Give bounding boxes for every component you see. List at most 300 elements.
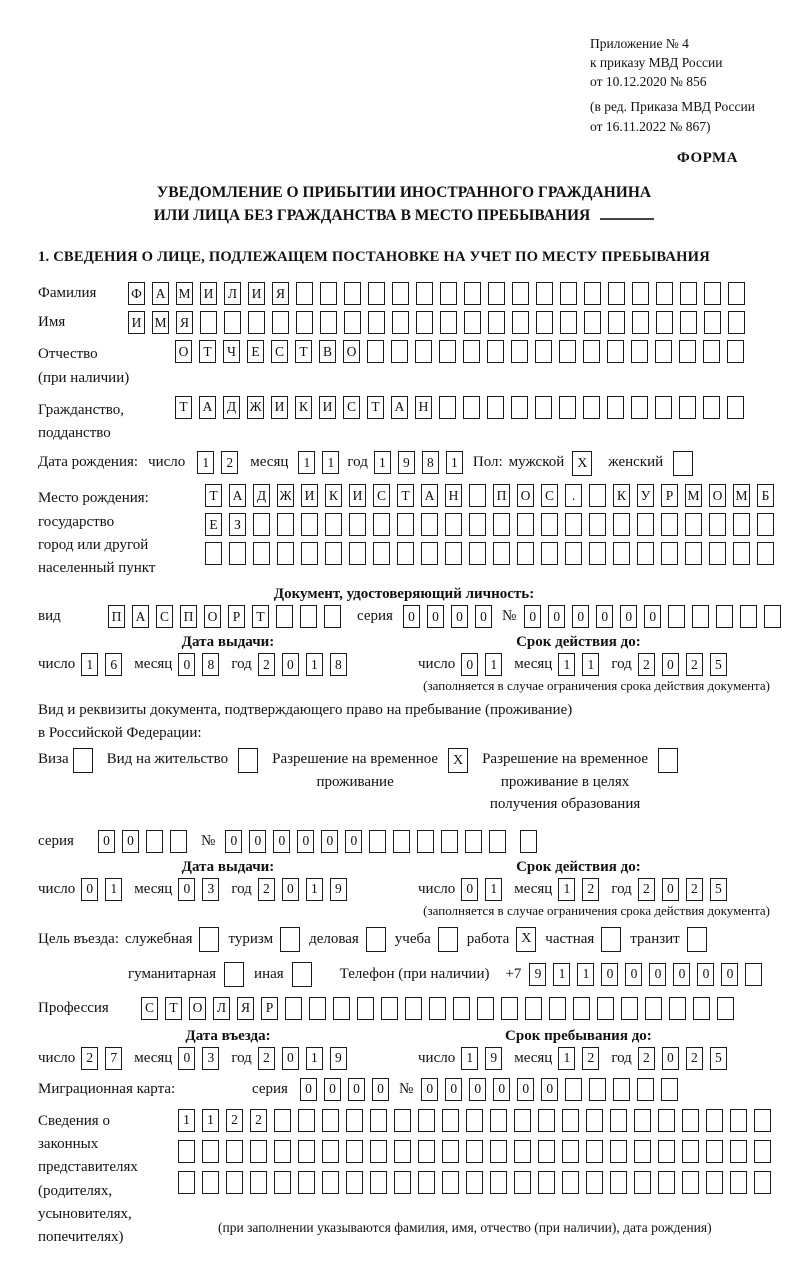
char-cell[interactable] [418, 1109, 435, 1132]
char-cell[interactable] [501, 997, 518, 1020]
char-cell[interactable] [740, 605, 757, 628]
char-cell[interactable] [381, 997, 398, 1020]
char-cell[interactable]: 0 [403, 605, 420, 628]
char-cell[interactable]: Я [272, 282, 289, 305]
char-cell[interactable] [680, 282, 697, 305]
char-cell[interactable] [730, 1140, 747, 1163]
char-cell[interactable] [349, 513, 366, 536]
char-cell[interactable]: 2 [638, 878, 655, 901]
char-cell[interactable] [298, 1171, 315, 1194]
char-cell[interactable]: И [301, 484, 318, 507]
char-cell[interactable] [397, 542, 414, 565]
char-cell[interactable]: М [176, 282, 193, 305]
char-cell[interactable] [417, 830, 434, 853]
char-cell[interactable]: 1 [306, 878, 323, 901]
char-cell[interactable] [170, 830, 187, 853]
char-cell[interactable] [679, 340, 696, 363]
char-cell[interactable] [655, 396, 672, 419]
char-cell[interactable] [621, 997, 638, 1020]
char-cell[interactable]: 0 [673, 963, 690, 986]
char-cell[interactable] [344, 282, 361, 305]
char-cell[interactable]: 1 [178, 1109, 195, 1132]
char-cell[interactable] [253, 513, 270, 536]
char-cell[interactable]: 0 [596, 605, 613, 628]
char-cell[interactable] [429, 997, 446, 1020]
char-cell[interactable] [613, 1078, 630, 1101]
char-cell[interactable]: 1 [322, 451, 339, 474]
char-cell[interactable] [517, 513, 534, 536]
char-cell[interactable] [439, 340, 456, 363]
char-cell[interactable] [535, 396, 552, 419]
char-cell[interactable]: 0 [249, 830, 266, 853]
char-cell[interactable] [349, 542, 366, 565]
char-cell[interactable]: Я [237, 997, 254, 1020]
char-cell[interactable] [440, 282, 457, 305]
char-cell[interactable]: А [152, 282, 169, 305]
char-cell[interactable]: Т [165, 997, 182, 1020]
char-cell[interactable] [178, 1140, 195, 1163]
char-cell[interactable] [757, 542, 774, 565]
char-cell[interactable]: 0 [625, 963, 642, 986]
char-cell[interactable] [754, 1109, 771, 1132]
char-cell[interactable] [634, 1140, 651, 1163]
purpose-official-checkbox[interactable] [199, 927, 219, 952]
char-cell[interactable]: А [199, 396, 216, 419]
char-cell[interactable] [333, 997, 350, 1020]
char-cell[interactable] [565, 513, 582, 536]
char-cell[interactable] [322, 1171, 339, 1194]
char-cell[interactable] [488, 282, 505, 305]
char-cell[interactable] [517, 542, 534, 565]
char-cell[interactable] [560, 282, 577, 305]
char-cell[interactable] [253, 542, 270, 565]
purpose-private-checkbox[interactable] [601, 927, 621, 952]
char-cell[interactable] [277, 542, 294, 565]
char-cell[interactable] [445, 513, 462, 536]
char-cell[interactable]: 0 [178, 878, 195, 901]
char-cell[interactable] [146, 830, 163, 853]
char-cell[interactable]: 0 [324, 1078, 341, 1101]
char-cell[interactable]: 0 [649, 963, 666, 986]
char-cell[interactable] [250, 1171, 267, 1194]
char-cell[interactable] [469, 484, 486, 507]
char-cell[interactable]: Я [176, 311, 193, 334]
char-cell[interactable] [560, 311, 577, 334]
char-cell[interactable]: Т [252, 605, 269, 628]
char-cell[interactable]: 0 [548, 605, 565, 628]
char-cell[interactable]: 0 [620, 605, 637, 628]
char-cell[interactable] [733, 542, 750, 565]
char-cell[interactable] [511, 340, 528, 363]
purpose-business-checkbox[interactable] [366, 927, 386, 952]
char-cell[interactable]: 0 [297, 830, 314, 853]
char-cell[interactable]: 0 [662, 653, 679, 676]
char-cell[interactable] [490, 1109, 507, 1132]
char-cell[interactable] [709, 513, 726, 536]
char-cell[interactable] [682, 1140, 699, 1163]
char-cell[interactable]: 8 [422, 451, 439, 474]
char-cell[interactable]: К [295, 396, 312, 419]
char-cell[interactable] [632, 282, 649, 305]
temp-residence-checkbox[interactable]: X [448, 748, 468, 773]
char-cell[interactable] [453, 997, 470, 1020]
char-cell[interactable] [418, 1171, 435, 1194]
char-cell[interactable] [656, 311, 673, 334]
char-cell[interactable]: 1 [374, 451, 391, 474]
char-cell[interactable] [589, 513, 606, 536]
char-cell[interactable] [464, 282, 481, 305]
char-cell[interactable] [682, 1109, 699, 1132]
char-cell[interactable]: Д [223, 396, 240, 419]
char-cell[interactable] [679, 396, 696, 419]
char-cell[interactable] [477, 997, 494, 1020]
char-cell[interactable]: 0 [345, 830, 362, 853]
char-cell[interactable] [584, 311, 601, 334]
char-cell[interactable]: 0 [321, 830, 338, 853]
char-cell[interactable]: 0 [461, 653, 478, 676]
char-cell[interactable] [248, 311, 265, 334]
char-cell[interactable]: У [637, 484, 654, 507]
char-cell[interactable] [392, 311, 409, 334]
char-cell[interactable]: С [156, 605, 173, 628]
char-cell[interactable] [727, 340, 744, 363]
char-cell[interactable]: 0 [662, 878, 679, 901]
char-cell[interactable] [754, 1171, 771, 1194]
char-cell[interactable] [416, 311, 433, 334]
char-cell[interactable] [346, 1140, 363, 1163]
char-cell[interactable]: И [248, 282, 265, 305]
char-cell[interactable] [730, 1109, 747, 1132]
char-cell[interactable] [200, 311, 217, 334]
char-cell[interactable] [441, 830, 458, 853]
char-cell[interactable]: 6 [105, 653, 122, 676]
char-cell[interactable] [368, 311, 385, 334]
char-cell[interactable] [490, 1171, 507, 1194]
char-cell[interactable] [631, 340, 648, 363]
char-cell[interactable]: 9 [398, 451, 415, 474]
char-cell[interactable] [586, 1109, 603, 1132]
char-cell[interactable] [717, 997, 734, 1020]
char-cell[interactable]: С [373, 484, 390, 507]
char-cell[interactable] [487, 340, 504, 363]
char-cell[interactable]: 0 [541, 1078, 558, 1101]
char-cell[interactable] [525, 997, 542, 1020]
char-cell[interactable]: 0 [98, 830, 115, 853]
char-cell[interactable] [298, 1109, 315, 1132]
char-cell[interactable]: 0 [427, 605, 444, 628]
char-cell[interactable]: О [343, 340, 360, 363]
char-cell[interactable] [728, 311, 745, 334]
char-cell[interactable] [370, 1109, 387, 1132]
char-cell[interactable]: 0 [122, 830, 139, 853]
purpose-study-checkbox[interactable] [438, 927, 458, 952]
char-cell[interactable] [733, 513, 750, 536]
char-cell[interactable] [421, 542, 438, 565]
char-cell[interactable]: 0 [282, 1047, 299, 1070]
char-cell[interactable]: П [108, 605, 125, 628]
char-cell[interactable] [325, 542, 342, 565]
char-cell[interactable] [584, 282, 601, 305]
char-cell[interactable] [512, 282, 529, 305]
char-cell[interactable]: 0 [273, 830, 290, 853]
char-cell[interactable] [202, 1171, 219, 1194]
char-cell[interactable] [493, 542, 510, 565]
char-cell[interactable]: 0 [461, 878, 478, 901]
char-cell[interactable]: 2 [221, 451, 238, 474]
char-cell[interactable] [489, 830, 506, 853]
char-cell[interactable]: 2 [686, 878, 703, 901]
char-cell[interactable] [465, 830, 482, 853]
char-cell[interactable] [658, 1171, 675, 1194]
char-cell[interactable] [754, 1140, 771, 1163]
char-cell[interactable]: И [271, 396, 288, 419]
char-cell[interactable] [549, 997, 566, 1020]
char-cell[interactable]: 1 [105, 878, 122, 901]
char-cell[interactable] [764, 605, 781, 628]
char-cell[interactable] [512, 311, 529, 334]
char-cell[interactable] [685, 542, 702, 565]
char-cell[interactable] [645, 997, 662, 1020]
char-cell[interactable]: 0 [178, 653, 195, 676]
char-cell[interactable] [320, 282, 337, 305]
char-cell[interactable] [300, 605, 317, 628]
char-cell[interactable] [562, 1109, 579, 1132]
char-cell[interactable] [716, 605, 733, 628]
char-cell[interactable] [369, 830, 386, 853]
char-cell[interactable]: 1 [485, 878, 502, 901]
char-cell[interactable]: 2 [250, 1109, 267, 1132]
female-checkbox[interactable] [673, 451, 693, 476]
char-cell[interactable]: Е [247, 340, 264, 363]
char-cell[interactable] [538, 1140, 555, 1163]
char-cell[interactable] [706, 1109, 723, 1132]
char-cell[interactable]: М [685, 484, 702, 507]
char-cell[interactable]: 2 [582, 1047, 599, 1070]
char-cell[interactable]: П [493, 484, 510, 507]
char-cell[interactable] [656, 282, 673, 305]
char-cell[interactable] [397, 513, 414, 536]
purpose-work-checkbox[interactable]: X [516, 927, 536, 952]
char-cell[interactable] [589, 1078, 606, 1101]
char-cell[interactable] [637, 542, 654, 565]
char-cell[interactable] [277, 513, 294, 536]
char-cell[interactable] [632, 311, 649, 334]
char-cell[interactable] [610, 1171, 627, 1194]
char-cell[interactable] [202, 1140, 219, 1163]
char-cell[interactable]: И [349, 484, 366, 507]
char-cell[interactable] [727, 396, 744, 419]
char-cell[interactable]: С [271, 340, 288, 363]
char-cell[interactable] [229, 542, 246, 565]
char-cell[interactable]: О [175, 340, 192, 363]
char-cell[interactable] [511, 396, 528, 419]
char-cell[interactable] [668, 605, 685, 628]
char-cell[interactable] [466, 1109, 483, 1132]
char-cell[interactable] [559, 396, 576, 419]
char-cell[interactable] [613, 542, 630, 565]
char-cell[interactable] [224, 311, 241, 334]
char-cell[interactable] [418, 1140, 435, 1163]
char-cell[interactable] [301, 513, 318, 536]
char-cell[interactable]: Д [253, 484, 270, 507]
char-cell[interactable]: . [565, 484, 582, 507]
char-cell[interactable] [325, 513, 342, 536]
char-cell[interactable] [405, 997, 422, 1020]
char-cell[interactable] [370, 1171, 387, 1194]
char-cell[interactable] [661, 1078, 678, 1101]
char-cell[interactable] [466, 1171, 483, 1194]
char-cell[interactable]: З [229, 513, 246, 536]
char-cell[interactable] [514, 1171, 531, 1194]
char-cell[interactable] [368, 282, 385, 305]
visa-checkbox[interactable] [73, 748, 93, 773]
char-cell[interactable] [658, 1140, 675, 1163]
char-cell[interactable]: 0 [572, 605, 589, 628]
purpose-humanitarian-checkbox[interactable] [224, 962, 244, 987]
char-cell[interactable]: 5 [710, 878, 727, 901]
char-cell[interactable] [709, 542, 726, 565]
char-cell[interactable] [370, 1140, 387, 1163]
char-cell[interactable] [324, 605, 341, 628]
char-cell[interactable] [562, 1171, 579, 1194]
char-cell[interactable] [704, 282, 721, 305]
char-cell[interactable]: 0 [493, 1078, 510, 1101]
char-cell[interactable]: Р [228, 605, 245, 628]
char-cell[interactable] [415, 340, 432, 363]
char-cell[interactable]: Л [213, 997, 230, 1020]
male-checkbox[interactable]: X [572, 451, 592, 476]
char-cell[interactable] [487, 396, 504, 419]
char-cell[interactable] [637, 1078, 654, 1101]
purpose-other-checkbox[interactable] [292, 962, 312, 987]
char-cell[interactable] [541, 542, 558, 565]
char-cell[interactable]: 0 [517, 1078, 534, 1101]
char-cell[interactable] [274, 1171, 291, 1194]
char-cell[interactable]: 2 [258, 878, 275, 901]
char-cell[interactable]: 1 [485, 653, 502, 676]
char-cell[interactable]: Т [205, 484, 222, 507]
char-cell[interactable] [757, 513, 774, 536]
char-cell[interactable]: 8 [330, 653, 347, 676]
char-cell[interactable]: 3 [202, 1047, 219, 1070]
char-cell[interactable]: 1 [582, 653, 599, 676]
char-cell[interactable]: 0 [178, 1047, 195, 1070]
char-cell[interactable] [703, 396, 720, 419]
char-cell[interactable] [685, 513, 702, 536]
char-cell[interactable]: М [152, 311, 169, 334]
char-cell[interactable] [597, 997, 614, 1020]
char-cell[interactable]: 2 [81, 1047, 98, 1070]
char-cell[interactable] [373, 513, 390, 536]
char-cell[interactable]: 1 [577, 963, 594, 986]
char-cell[interactable] [439, 396, 456, 419]
char-cell[interactable]: 1 [306, 653, 323, 676]
char-cell[interactable]: 0 [524, 605, 541, 628]
char-cell[interactable] [706, 1140, 723, 1163]
char-cell[interactable] [535, 340, 552, 363]
char-cell[interactable] [421, 513, 438, 536]
char-cell[interactable]: С [343, 396, 360, 419]
char-cell[interactable] [346, 1109, 363, 1132]
char-cell[interactable] [706, 1171, 723, 1194]
char-cell[interactable] [394, 1109, 411, 1132]
char-cell[interactable]: Т [199, 340, 216, 363]
char-cell[interactable]: 0 [644, 605, 661, 628]
char-cell[interactable]: 0 [225, 830, 242, 853]
char-cell[interactable] [565, 542, 582, 565]
char-cell[interactable]: 1 [298, 451, 315, 474]
char-cell[interactable]: 0 [282, 878, 299, 901]
char-cell[interactable] [661, 542, 678, 565]
char-cell[interactable] [394, 1171, 411, 1194]
char-cell[interactable]: К [613, 484, 630, 507]
char-cell[interactable]: 0 [475, 605, 492, 628]
char-cell[interactable] [442, 1140, 459, 1163]
temp-residence-education-checkbox[interactable] [658, 748, 678, 773]
char-cell[interactable]: 2 [638, 1047, 655, 1070]
char-cell[interactable]: М [733, 484, 750, 507]
char-cell[interactable] [469, 542, 486, 565]
char-cell[interactable] [416, 282, 433, 305]
char-cell[interactable]: 0 [421, 1078, 438, 1101]
char-cell[interactable] [373, 542, 390, 565]
char-cell[interactable] [344, 311, 361, 334]
char-cell[interactable] [296, 311, 313, 334]
char-cell[interactable] [322, 1140, 339, 1163]
char-cell[interactable]: О [189, 997, 206, 1020]
char-cell[interactable]: Е [205, 513, 222, 536]
char-cell[interactable] [440, 311, 457, 334]
char-cell[interactable] [586, 1171, 603, 1194]
char-cell[interactable]: А [421, 484, 438, 507]
char-cell[interactable]: 0 [451, 605, 468, 628]
char-cell[interactable] [274, 1109, 291, 1132]
char-cell[interactable] [445, 542, 462, 565]
char-cell[interactable] [536, 311, 553, 334]
char-cell[interactable]: 9 [485, 1047, 502, 1070]
char-cell[interactable]: Ж [277, 484, 294, 507]
char-cell[interactable] [394, 1140, 411, 1163]
char-cell[interactable]: 9 [330, 1047, 347, 1070]
char-cell[interactable]: 3 [202, 878, 219, 901]
char-cell[interactable] [634, 1109, 651, 1132]
char-cell[interactable] [442, 1171, 459, 1194]
char-cell[interactable] [559, 340, 576, 363]
char-cell[interactable]: 0 [348, 1078, 365, 1101]
char-cell[interactable] [631, 396, 648, 419]
char-cell[interactable] [514, 1140, 531, 1163]
char-cell[interactable]: К [325, 484, 342, 507]
char-cell[interactable]: 1 [461, 1047, 478, 1070]
char-cell[interactable] [309, 997, 326, 1020]
char-cell[interactable] [538, 1171, 555, 1194]
char-cell[interactable]: 0 [81, 878, 98, 901]
char-cell[interactable]: Л [224, 282, 241, 305]
char-cell[interactable]: 2 [686, 1047, 703, 1070]
char-cell[interactable] [285, 997, 302, 1020]
char-cell[interactable] [583, 340, 600, 363]
char-cell[interactable] [730, 1171, 747, 1194]
char-cell[interactable]: И [200, 282, 217, 305]
char-cell[interactable]: А [391, 396, 408, 419]
char-cell[interactable] [703, 340, 720, 363]
char-cell[interactable] [637, 513, 654, 536]
char-cell[interactable]: О [204, 605, 221, 628]
char-cell[interactable] [226, 1171, 243, 1194]
char-cell[interactable]: 2 [582, 878, 599, 901]
char-cell[interactable] [391, 340, 408, 363]
char-cell[interactable] [607, 396, 624, 419]
